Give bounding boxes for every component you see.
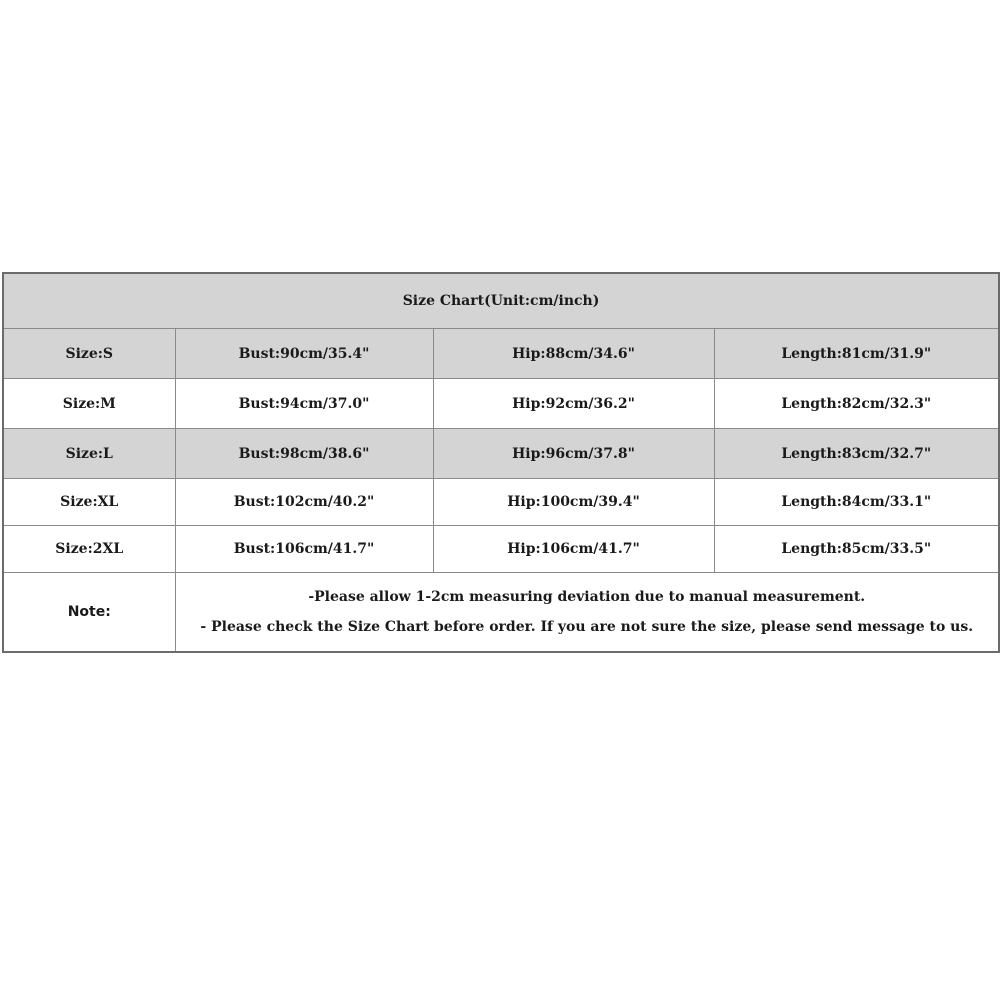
hip-cell: Hip:88cm/34.6" [433, 329, 714, 379]
note-text [175, 573, 999, 653]
note-label: Note: [3, 573, 175, 653]
bust-cell: Bust:106cm/41.7" [175, 526, 433, 573]
hip-cell: Hip:96cm/37.8" [433, 429, 714, 479]
size-chart-title: Size Chart(Unit:cm/inch) [3, 273, 999, 329]
title-row [3, 273, 999, 329]
table-row [3, 526, 999, 573]
hip-cell: Hip:100cm/39.4" [433, 479, 714, 526]
bust-cell: Bust:94cm/37.0" [175, 379, 433, 429]
hip-cell: Hip:92cm/36.2" [433, 379, 714, 429]
table-row [3, 379, 999, 429]
table-row [3, 429, 999, 479]
hip-cell: Hip:106cm/41.7" [433, 526, 714, 573]
size-cell: Size:S [3, 329, 175, 379]
note-row [3, 573, 999, 653]
bust-cell: Bust:90cm/35.4" [175, 329, 433, 379]
note-line: - Please check the Size Chart before order. If you are not sure the size, please send message to us. [200, 619, 974, 635]
table-row [3, 479, 999, 526]
length-cell: Length:81cm/31.9" [714, 329, 999, 379]
table-row [3, 329, 999, 379]
bust-cell: Bust:102cm/40.2" [175, 479, 433, 526]
note-line: -Please allow 1-2cm measuring deviation due to manual measurement. [308, 589, 866, 605]
length-cell: Length:83cm/32.7" [714, 429, 999, 479]
size-cell: Size:M [3, 379, 175, 429]
size-cell: Size:XL [3, 479, 175, 526]
bust-cell: Bust:98cm/38.6" [175, 429, 433, 479]
length-cell: Length:84cm/33.1" [714, 479, 999, 526]
length-cell: Length:82cm/32.3" [714, 379, 999, 429]
size-cell: Size:L [3, 429, 175, 479]
size-cell: Size:2XL [3, 526, 175, 573]
size-chart-table [2, 272, 1000, 653]
length-cell: Length:85cm/33.5" [714, 526, 999, 573]
